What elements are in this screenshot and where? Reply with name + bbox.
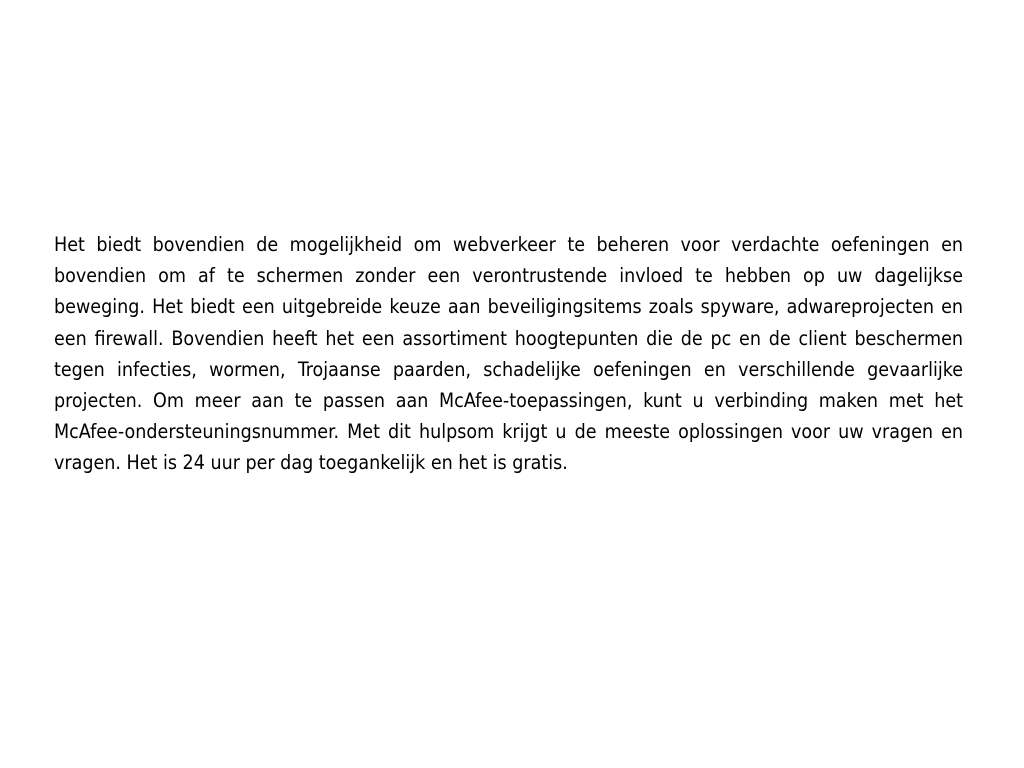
body-paragraph: Het biedt bovendien de mogelijkheid om webverkeer te beheren voor verdachte oefeningen en bovendien om af te schermen zonder een verontrustende invloed te hebben op uw dagelijkse beweging. Het biedt een uitgebreide keuze aan beveiligingsitems zoals spyware, adwareprojecten en een firewall. Bovendien heeft het een assortiment hoogtepunten die de pc en de client beschermen tegen infecties, wormen, Trojaanse paarden, schadelijke oefeningen en verschillende gevaarlijke projecten. Om meer aan te passen aan McAfee-toepassingen, kunt u verbinding maken met het McAfee-ondersteuningsnummer. Met dit hulpsom krijgt u de meeste oplossingen voor uw vragen en vragen. Het is 24 uur per dag toegankelijk en het is gratis.	[54, 233, 963, 475]
